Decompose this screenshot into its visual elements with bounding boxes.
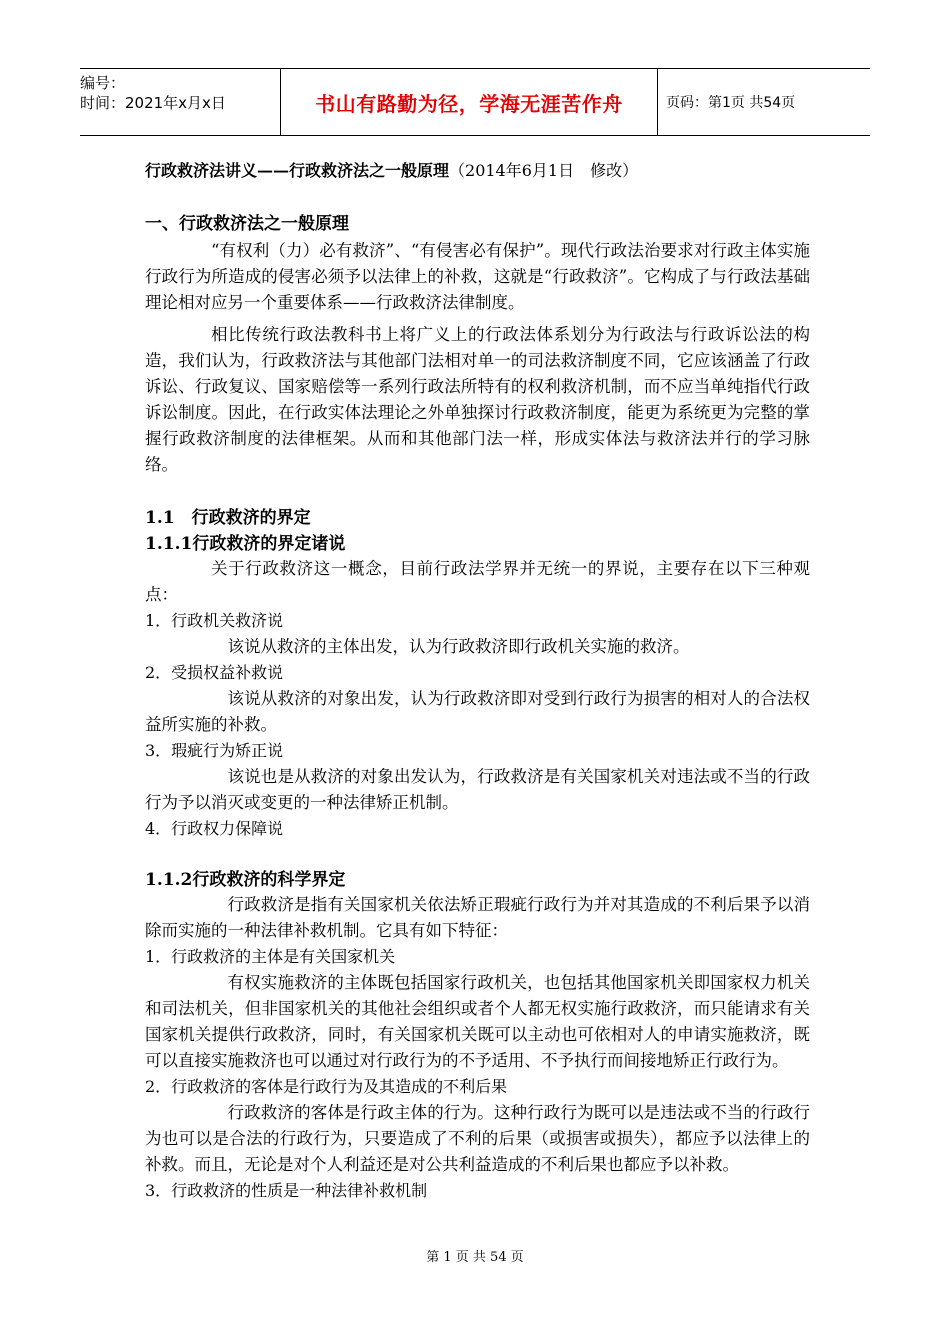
paragraph: 相比传统行政法教科书上将广义上的行政法体系划分为行政法与行政诉讼法的构造，我们认为，行政救济法与其他部门法相对单一的司法救济制度不同，它应该涵盖了行政诉讼、行政复议、国家赔偿等一系列行政法所特有的权利救济机制，而不应当单纯指代行政诉讼制度。因此，在行政实体法理论之外单独探讨行政救济制度，能更为系统更为完整的掌握行政救济制度的法律框架。从而和其他部门法一样，形成实体法与救济法并行的学习脉络。: [145, 325, 810, 474]
document-body: [145, 156, 810, 1204]
document-title-date: （2014年6月1日 修改）: [449, 161, 639, 180]
paragraph: 行政救济是指有关国家机关依法矫正瑕疵行政行为并对其造成的不利后果予以消除而实施的一种法律补救机制。它具有如下特征：: [145, 895, 810, 940]
list-item: 2．受损权益补救说: [145, 663, 284, 682]
list-item: 1．行政救济的主体是有关国家机关: [145, 947, 396, 966]
heading-1-1-1: 1.1.1行政救济的界定诸说: [145, 534, 346, 554]
header-meta: [80, 69, 281, 135]
paragraph: “有权利（力）必有救济”、“有侵害必有保护”。现代行政法治要求对行政主体实施行政行为所造成的侵害必须予以法律上的补救，这就是“行政救济”。它构成了与行政法基础理论相对应另一个重要体系——行政救济法律制度。: [145, 241, 810, 312]
heading-1-1: 1.1 行政救济的界定: [145, 508, 311, 528]
document-title: [145, 156, 810, 186]
header-motto-cell: [281, 69, 658, 135]
document-title-main: 行政救济法讲义——行政救济法之一般原理: [145, 161, 450, 180]
list-item: 4．行政权力保障说: [145, 819, 284, 838]
paragraph: 该说也是从救济的对象出发认为，行政救济是有关国家机关对违法或不当的行政行为予以消灭或变更的一种法律矫正机制。: [145, 767, 810, 812]
paragraph: 关于行政救济这一概念，目前行政法学界并无统一的界说，主要存在以下三种观点：: [145, 559, 810, 604]
page-footer: 第 1 页 共 54 页: [426, 1250, 524, 1265]
header-number-label: 编号：: [80, 74, 126, 92]
document-header: [80, 68, 870, 136]
list-item: 3．瑕疵行为矫正说: [145, 741, 284, 760]
paragraph: 有权实施救济的主体既包括国家行政机关，也包括其他国家机关即国家权力机关和司法机关，但非国家机关的其他社会组织或者个人都无权实施行政救济，而只能请求有关国家机关提供行政救济，同时，有关国家机关既可以主动也可依相对人的申请实施救济，既可以直接实施救济也可以通过对行政行为的不予适用、不予执行而间接地矫正行政行为。: [145, 973, 810, 1070]
paragraph: 该说从救济的对象出发，认为行政救济即对受到行政行为损害的相对人的合法权益所实施的补救。: [145, 689, 810, 734]
list-item: 3．行政救济的性质是一种法律补救机制: [145, 1181, 428, 1200]
section-heading-1: 一、行政救济法之一般原理: [145, 214, 349, 234]
list-item: 2．行政救济的客体是行政行为及其造成的不利后果: [145, 1077, 508, 1096]
header-motto: 书山有路勤为径，学海无涯苦作舟: [315, 91, 623, 116]
paragraph: 行政救济的客体是行政主体的行为。这种行政行为既可以是违法或不当的行政行为也可以是合法的行政行为，只要造成了不利的后果（或损害或损失），都应予以法律上的补救。而且，无论是对个人利益还是对公共利益造成的不利后果也都应予以补救。: [145, 1103, 810, 1174]
paragraph: 该说从救济的主体出发，认为行政救济即行政机关实施的救济。: [227, 637, 690, 656]
list-item: 1．行政机关救济说: [145, 611, 284, 630]
header-page-info: 页码：第1页 共54页: [666, 95, 796, 111]
header-date: 时间：2021年x月x日: [80, 94, 226, 112]
heading-1-1-2: 1.1.2行政救济的科学界定: [145, 870, 346, 890]
